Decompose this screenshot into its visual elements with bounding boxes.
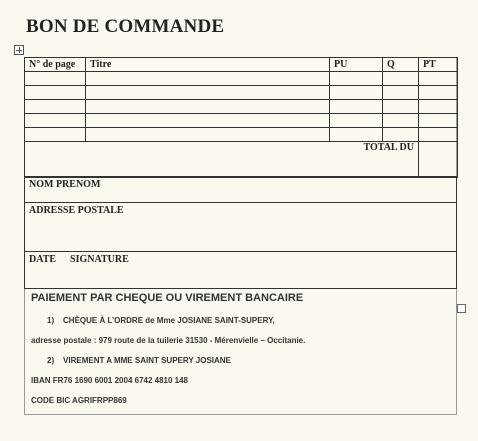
adresse-postale-label: ADRESSE POSTALE: [29, 205, 124, 216]
table-cell[interactable]: [25, 128, 86, 142]
header-pt[interactable]: PT: [419, 58, 458, 72]
table-move-handle-icon[interactable]: [14, 45, 24, 55]
table-cell[interactable]: [25, 100, 86, 114]
frame-resize-handle-icon[interactable]: [457, 304, 466, 313]
table-cell[interactable]: [383, 72, 419, 86]
date-label: DATE: [29, 254, 57, 265]
order-table: [24, 57, 458, 178]
table-cell[interactable]: [330, 72, 383, 86]
table-cell[interactable]: [383, 114, 419, 128]
table-cell[interactable]: [330, 128, 383, 142]
table-cell[interactable]: [419, 114, 458, 128]
table-cell[interactable]: [25, 72, 86, 86]
date-signature-field[interactable]: [24, 251, 457, 289]
nom-prenom-field[interactable]: [24, 176, 457, 203]
cheque-text: CHÈQUE À L’ORDRE de Mme JOSIANE SAINT-SUPERY,: [63, 316, 275, 325]
iban-line: IBAN FR76 1690 6001 2004 6742 4810 148: [31, 376, 189, 385]
table-cell[interactable]: [86, 128, 330, 142]
total-row: [25, 142, 458, 178]
table-cell[interactable]: [419, 86, 458, 100]
payment-line-virement: [47, 356, 231, 365]
table-cell[interactable]: [330, 100, 383, 114]
header-titre[interactable]: Titre: [86, 58, 330, 72]
table-row: [25, 72, 458, 86]
list-number: 2): [47, 356, 55, 365]
document-title: BON DE COMMANDE: [26, 16, 225, 37]
table-cell[interactable]: [330, 86, 383, 100]
total-label[interactable]: TOTAL DU: [25, 142, 419, 178]
table-cell[interactable]: [383, 86, 419, 100]
payment-line-cheque: [47, 316, 275, 325]
header-page-number[interactable]: N° de page: [25, 58, 86, 72]
list-number: 1): [47, 316, 55, 325]
signature-label: SIGNATURE: [70, 254, 129, 265]
table-cell[interactable]: [330, 114, 383, 128]
table-cell[interactable]: [383, 128, 419, 142]
table-cell[interactable]: [383, 100, 419, 114]
nom-prenom-label: NOM PRENOM: [29, 179, 101, 190]
adresse-postale-field[interactable]: [24, 202, 457, 252]
table-cell[interactable]: [419, 100, 458, 114]
table-cell[interactable]: [86, 100, 330, 114]
table-cell[interactable]: [86, 72, 330, 86]
table-row: [25, 114, 458, 128]
table-header-row: [25, 58, 458, 72]
table-row: [25, 86, 458, 100]
table-cell[interactable]: [419, 72, 458, 86]
virement-text: VIREMENT A MME SAINT SUPERY JOSIANE: [63, 356, 231, 365]
table-cell[interactable]: [25, 86, 86, 100]
table-cell[interactable]: [419, 128, 458, 142]
table-row: [25, 128, 458, 142]
payment-address-line: adresse postale : 979 route de la tuilerie 31530 - Mérenvielle – Occitanie.: [31, 336, 306, 345]
table-cell[interactable]: [25, 114, 86, 128]
table-row: [25, 100, 458, 114]
header-pu[interactable]: PU: [330, 58, 383, 72]
table-cell[interactable]: [86, 114, 330, 128]
header-q[interactable]: Q: [383, 58, 419, 72]
total-value-cell[interactable]: [419, 142, 458, 178]
payment-title: PAIEMENT PAR CHEQUE OU VIREMENT BANCAIRE: [31, 292, 304, 304]
bic-line: CODE BIC AGRIFRPP869: [31, 396, 127, 405]
table-cell[interactable]: [86, 86, 330, 100]
